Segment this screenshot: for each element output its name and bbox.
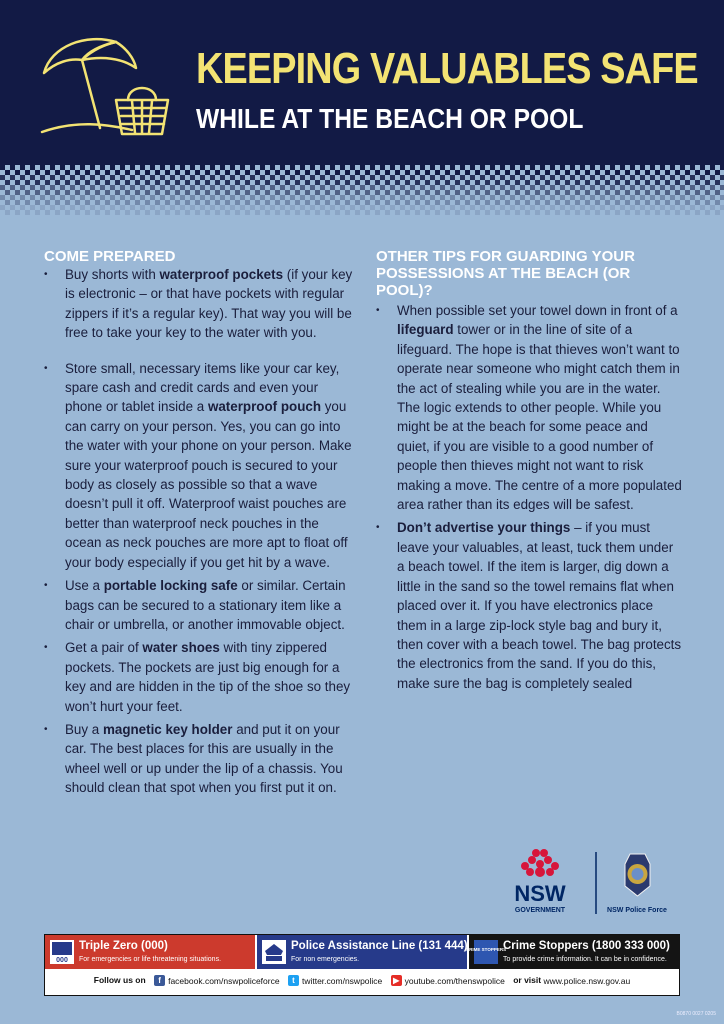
list-item: • Buy a magnetic key holder and put it on your car. The best places for this are usually in the wheel well or up under the lip of a chassis. You should clean that spot when you first put it on. xyxy=(44,720,356,798)
youtube-icon: ▶ xyxy=(391,975,402,986)
list-item: • Buy shorts with waterproof pockets (if your key is electronic – or that have pockets with regular zippers if it’s a regular key). That way you will be free to take your key to the water with you. xyxy=(44,265,356,343)
government-wordmark: GOVERNMENT xyxy=(514,907,566,914)
svg-text:CRIME STOPPERS: CRIME STOPPERS xyxy=(465,947,507,952)
triple-zero-title: Triple Zero (000) xyxy=(79,940,168,952)
header-banner xyxy=(0,0,724,165)
svg-text:000: 000 xyxy=(56,957,68,964)
page-subtitle: WHILE AT THE BEACH OR POOL xyxy=(196,103,584,134)
list-item: • Get a pair of water shoes with tiny zippered pockets. The pockets are just big enough for a key and are hidden in the tip of the shoe so they won’t hurt your feet. xyxy=(44,638,356,716)
police-wordmark: NSW Police Force xyxy=(607,907,667,914)
phone-icon xyxy=(49,939,75,965)
triple-zero-box xyxy=(45,935,255,969)
twitter-icon: t xyxy=(288,975,299,986)
checkered-band xyxy=(0,165,724,215)
assistance-line-box xyxy=(257,935,467,969)
police-badge-icon xyxy=(625,854,650,896)
twitter-link[interactable]: twitter.com/nswpolice xyxy=(301,975,383,986)
list-item: • Use a portable locking safe or similar. Certain bags can be secured to a stationary item like a chair or umbrella, or another immovable object. xyxy=(44,576,356,634)
list-item: • Store small, necessary items like your car key, spare cash and credit cards and even your phone or tablet inside a waterproof pouch you can carry on your person. Yes, you can go into the water with your phone on your person. Make sure your waterproof pouch is secured to your body as closely as possible so that a wave doesn’t pull it off. Waterproof waist pouches are better than waterproof neck pouches in the ocean as neck pouches are more apt to float off your body especially if you get hit by a wave. xyxy=(44,359,356,572)
crime-stoppers-icon xyxy=(465,939,507,965)
contact-bar xyxy=(44,934,680,996)
follow-label: Follow us on xyxy=(93,975,146,985)
waratah-icon xyxy=(521,849,559,877)
crime-stoppers-sub: To provide crime information. It can be in confidence. xyxy=(503,956,667,963)
triple-zero-sub: For emergencies or life threatening situations. xyxy=(79,956,222,963)
nsw-wordmark: NSW xyxy=(514,881,566,906)
list-item: • When possible set your towel down in front of a lifeguard tower or in the line of site of a lifeguard. The hope is that thieves won’t want to operate near someone who might catch them in the act of stealing while you are in the water. The logic extends to other people. While you might be at the beach for some peace and quiet, if you are visible to a good number of people then thieves might not want to risk making a move. The centre of a more populated area rather than its edges will be safest. xyxy=(376,301,682,514)
facebook-icon: f xyxy=(154,975,165,986)
crime-stoppers-box xyxy=(465,935,680,969)
website-link[interactable]: www.police.nsw.gov.au xyxy=(543,975,631,986)
beach-umbrella-bag-icon xyxy=(36,28,186,143)
page-title: KEEPING VALUABLES SAFE xyxy=(196,44,698,93)
list-item: • Don’t advertise your things – if you must leave your valuables, at least, tuck them under a beach towel. If the item is larger, dig down a little in the sand so the towel remains flat when placed over it. If you have electronics place them in a large zip-lock style bag and bury it, then cover with a beach towel. The bag protects the electronics from the sand. If you do this, make sure the bag is completely sealed xyxy=(376,518,682,693)
come-prepared-section xyxy=(44,248,356,798)
government-logos xyxy=(510,846,690,918)
other-tips-section xyxy=(376,248,682,693)
section-heading: OTHER TIPS FOR GUARDING YOUR POSSESSIONS AT THE BEACH (OR POOL)? xyxy=(376,248,635,299)
crime-stoppers-title: Crime Stoppers (1800 333 000) xyxy=(503,940,670,952)
assistance-line-title: Police Assistance Line (131 444) xyxy=(291,940,468,952)
facebook-link[interactable]: facebook.com/nswpoliceforce xyxy=(168,975,280,986)
assistance-line-sub: For non emergencies. xyxy=(291,956,360,963)
tips-list xyxy=(44,265,356,798)
police-hat-icon xyxy=(261,939,287,965)
reference-code: B0870 0027 0205 xyxy=(676,1011,716,1017)
tips-list xyxy=(376,301,682,693)
social-links-row xyxy=(45,975,679,986)
section-heading: COME PREPARED xyxy=(44,248,176,265)
visit-label: or visit xyxy=(513,975,542,985)
youtube-link[interactable]: youtube.com/thenswpolice xyxy=(404,975,505,986)
